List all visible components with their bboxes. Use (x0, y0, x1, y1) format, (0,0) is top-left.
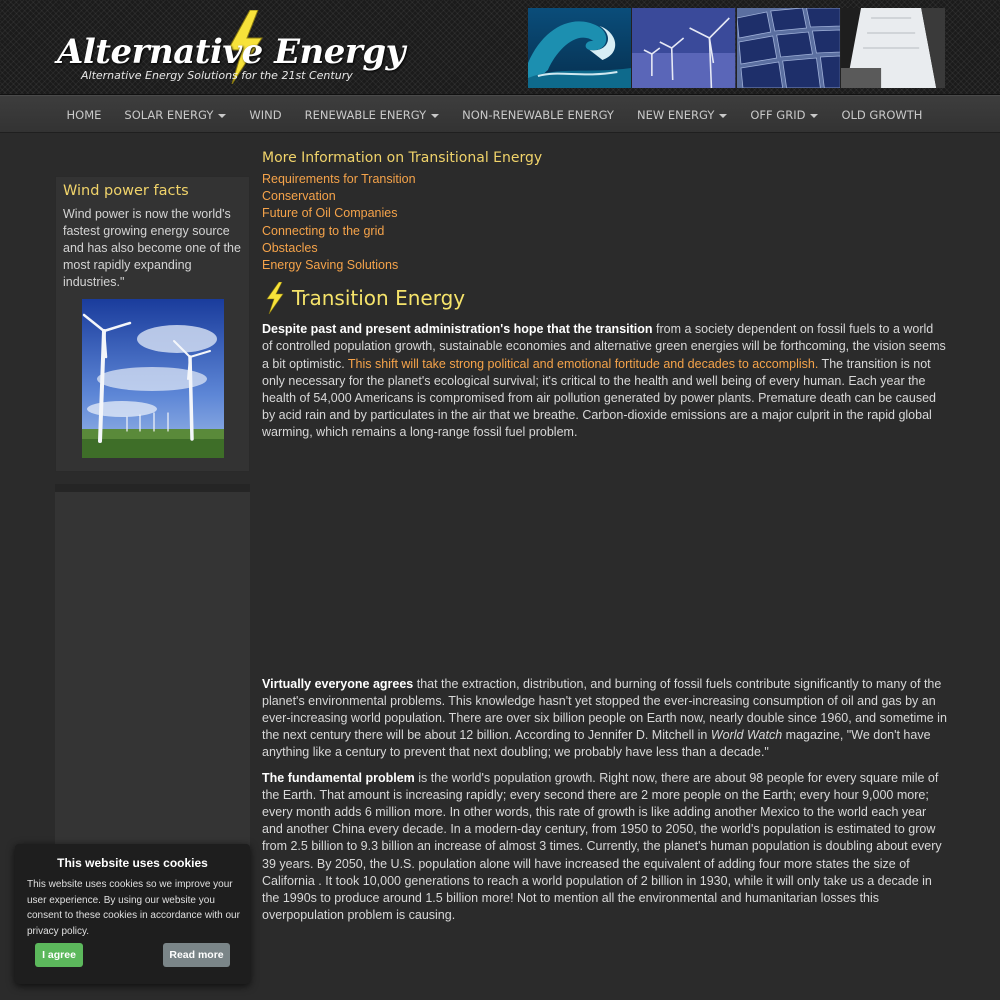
nav-item-home[interactable] (55, 96, 113, 134)
site-header (0, 0, 1000, 95)
caret-down-icon (810, 114, 818, 118)
magazine-title: World Watch (710, 728, 783, 743)
wind-turbine-photo (82, 299, 224, 458)
paragraph-lead: Virtually everyone agrees (262, 676, 414, 691)
lightning-bolt-icon (262, 282, 288, 314)
logo-subtitle: Alternative Energy Solutions for the 21st Century (81, 69, 353, 82)
wind-facts-widget (55, 176, 250, 472)
sidebar-title: Wind power facts (63, 183, 189, 199)
caret-down-icon (431, 114, 439, 118)
nav-item-label: NON-RENEWABLE ENERGY (462, 108, 614, 122)
nav-item-label: OFF GRID (750, 108, 806, 122)
solar-panels-image (737, 8, 841, 88)
nav-item-label: HOME (66, 108, 102, 122)
caret-down-icon (719, 114, 727, 118)
paragraph-intro (262, 321, 947, 441)
paragraph-agreement (262, 676, 947, 762)
link-future-of-oil-companies[interactable]: Future of Oil Companies (262, 206, 398, 221)
cookie-text: This website uses cookies so we improve your user experience. By using our website you consent to these cookies in accordance with our privacy policy. (27, 879, 240, 937)
paragraph-text: magazine, "We don't have anything like a century to prevent that next doubling; we probably have less than a decade." (262, 728, 931, 760)
paragraph-population (262, 770, 947, 925)
nav-item-new-energy[interactable] (625, 96, 738, 134)
sidebar-text: Wind power is now the world's fastest growing energy source and has also become one of the most rapidly expanding industries." (63, 207, 241, 289)
paragraph-text: The transition is not only necessary for the planet's ecological survival; it's critical to the health and well being of every human. Each year the health of 54,000 Americans is compromised from air pollution generated by power plants. Premature death can be caused by acid rain and by particulates in the air that we breathe. Carbon-dioxide emissions are a major culprit in the rapid global warming, which remains a long-range fossil fuel problem. (262, 356, 936, 440)
nav-item-wind[interactable] (238, 96, 293, 134)
link-connecting-to-the-grid[interactable]: Connecting to the grid (262, 223, 385, 238)
paragraph-text: is the world's population growth. Right now, there are about 98 people for every square mile of the Earth. That amount is increasing rapidly; every second there are 2 more people on the Earth; every hour 9,000 more; every month adds 6 million more. In other words, this rate of growth is like adding another Mexico to the world each year and another China every decade. In a modern-day century, from 1950 to 2050, the world's population is estimated to grow from 2.5 billion to 9.3 billion an increase of almost 3 times. Currently, the planet's human population is doubling about every 39 years. By 2050, the U.S. population alone will have increased the equivalent of adding four more states the size of California . It took 10,000 generations to reach a world population of 2 billion in 1930, while it will only take us a decade in the 1990s to produce around 1.5 billion more! Not to mention all the environmental and humanitarian losses this overpopulation problem is causing. (262, 770, 942, 923)
nav-item-label: WIND (249, 108, 282, 122)
nav-item-renewable-energy[interactable] (293, 96, 450, 134)
nav-item-solar-energy[interactable] (113, 96, 238, 134)
main-content (262, 150, 947, 924)
paragraph-text: from a society dependent on fossil fuels to a world of controlled population growth, sustainable economies and alternative green energies will be forthcoming, the vision seems a bit optimistic. (262, 322, 946, 371)
link-requirements-for-transition[interactable]: Requirements for Transition (262, 172, 416, 186)
ad-space (262, 442, 947, 669)
page-heading: Transition Energy (292, 286, 466, 311)
site-logo[interactable] (55, 10, 405, 86)
link-energy-saving-solutions[interactable]: Energy Saving Solutions (262, 258, 399, 273)
nav-item-non-renewable-energy[interactable] (451, 96, 626, 134)
logo-title: Alternative Energy (57, 32, 405, 72)
link-conservation[interactable]: Conservation (262, 189, 336, 204)
cookie-title: This website uses cookies (57, 856, 208, 870)
paragraph-text: that the extraction, distribution, and burning of fossil fuels contribute significantly to many of the planet's environmental problems. This knowledge hasn't yet stopped the ever-increasing consumption of oil and gas by an ever-increasing world population. There are over six billion people on Earth now, nearly double since 1960, and sometime in the next century there will be about 12 billion. According to Jennifer D. Mitchell in (262, 676, 947, 743)
paragraph-lead: The fundamental problem (262, 770, 415, 785)
nav-item-label: SOLAR ENERGY (124, 108, 214, 122)
paragraph-lead: Despite past and present administration's hope that the transition (262, 322, 653, 337)
nav-item-off-grid[interactable] (739, 96, 830, 134)
related-links (262, 171, 947, 274)
nav-item-label: RENEWABLE ENERGY (304, 108, 427, 122)
main-navigation (0, 95, 1000, 133)
agree-button[interactable]: I agree (35, 943, 83, 967)
nav-item-label: OLD GROWTH (841, 108, 923, 122)
read-more-button[interactable]: Read more (163, 943, 230, 967)
caret-down-icon (218, 114, 226, 118)
more-info-heading: More Information on Transitional Energy (262, 150, 543, 166)
wind-turbines-image (632, 8, 736, 88)
wave-image (528, 8, 632, 88)
nav-item-label: NEW ENERGY (636, 108, 715, 122)
link-obstacles[interactable]: Obstacles (262, 240, 318, 255)
sidebar-ad-space (55, 484, 250, 864)
highlighted-text: This shift will take strong political and emotional fortitude and decades to accomplish. (347, 356, 819, 371)
dam-image (841, 8, 945, 88)
page-title (262, 282, 947, 314)
header-banner (528, 8, 945, 88)
nav-item-old-growth[interactable] (830, 96, 934, 134)
